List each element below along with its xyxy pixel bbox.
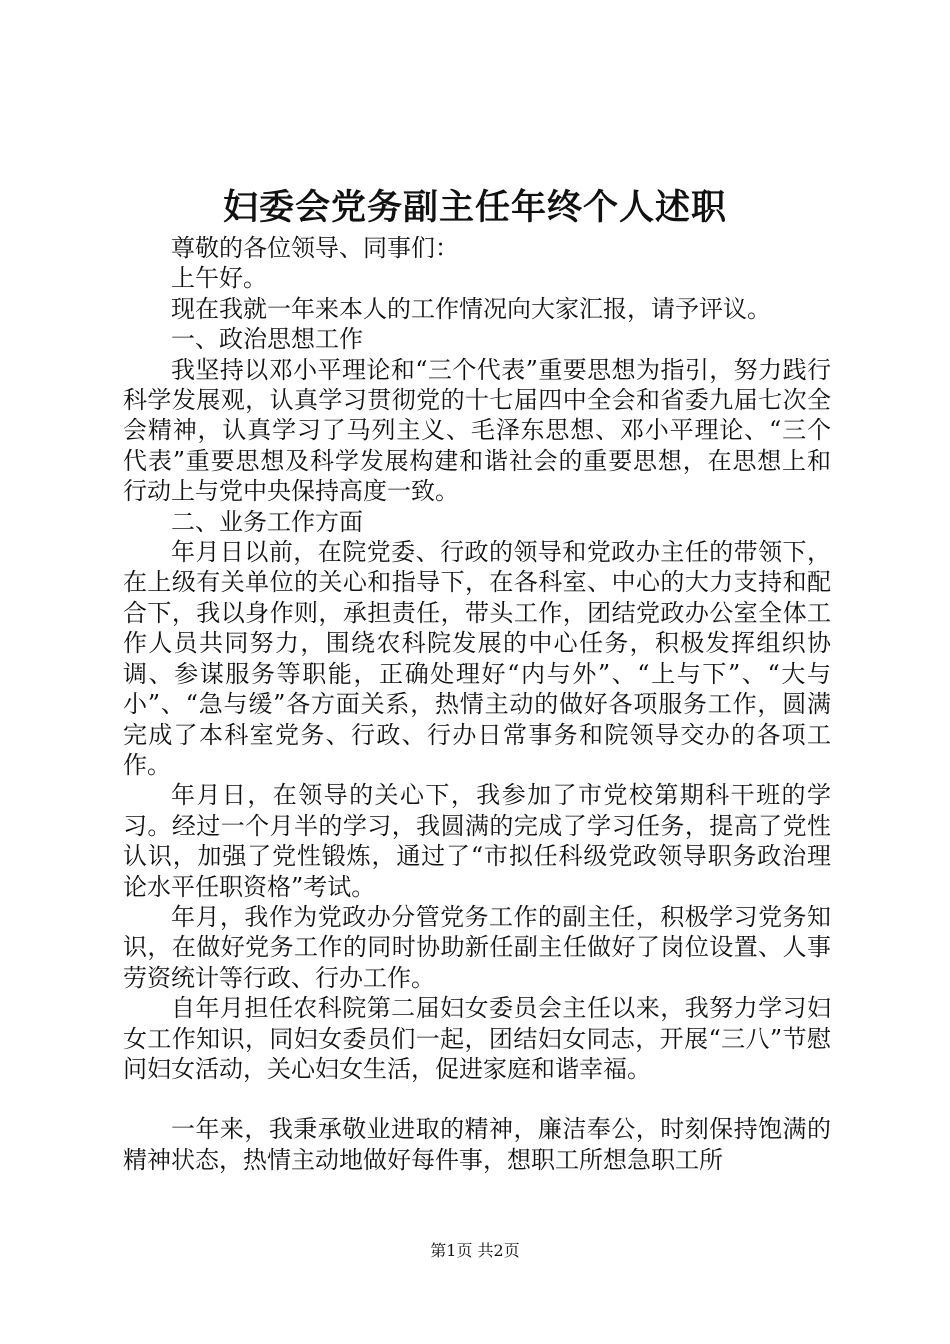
document-body [123,233,831,1175]
section-heading-business: 二、业务工作方面 [171,507,363,536]
greeting-paragraph: 尊敬的各位领导、同事们： [171,234,459,262]
business-paragraph-1: 年月日以前，在院党委、行政的领导和党政办主任的带领下，在上级有关单位的关心和指导下，在各科室、中心的大力支持和配合下，我以身作则，承担责任，带头工作，团结党政办公室全体工作人员共同努力，围绕农科院发展的中心任务，积极发挥组织协调、参谋服务等职能，正确处理好“内与外”、“上与下”、“大与小”、“急与缓”各方面关系，热情主动的做好各项服务工作，圆满完成了本科室党务、行政、行办日常事务和院领导交办的各项工作。 [123,538,831,779]
intro-paragraph: 现在我就一年来本人的工作情况向大家汇报，请予评议。 [171,294,771,323]
business-paragraph-3: 年月，我作为党政办分管党务工作的副主任，积极学习党务知识，在做好党务工作的同时协助新任副主任做好了岗位设置、人事劳资统计等行政、行办工作。 [123,902,831,992]
section-heading-political: 一、政治思想工作 [171,325,363,354]
business-paragraph-4: 自年月担任农科院第二届妇女委员会主任以来，我努力学习妇女工作知识，同妇女委员们一起，团结妇女同志，开展“三八”节慰问妇女活动，关心妇女生活，促进家庭和谐幸福。 [123,994,831,1083]
opening-paragraph: 上午好。 [171,264,267,293]
political-paragraph: 我坚持以邓小平理论和“三个代表”重要思想为指引，努力践行科学发展观，认真学习贯彻党的十七届四中全会和省委九届七次全会精神，认真学习了马列主义、毛泽东思想、邓小平理论、“三个代表”重要思想及科学发展构建和谐社会的重要思想，在思想上和行动上与党中央保持高度一致。 [123,355,831,506]
business-paragraph-2: 年月日，在领导的关心下，我参加了市党校第期科干班的学习。经过一个月半的学习，我圆满的完成了学习任务，提高了党性认识，加强了党性锻炼，通过了“市拟任科级党政领导职务政治理论水平任职资格”考试。 [123,781,831,901]
document-title: 妇委会党务副主任年终个人述职 [222,187,727,228]
summary-paragraph: 一年来，我秉承敬业进取的精神，廉洁奉公，时刻保持饱满的精神状态，热情主动地做好每件事，想职工所想急职工所 [123,1115,831,1174]
page-number-footer: 第1页 共2页 [430,1241,520,1260]
